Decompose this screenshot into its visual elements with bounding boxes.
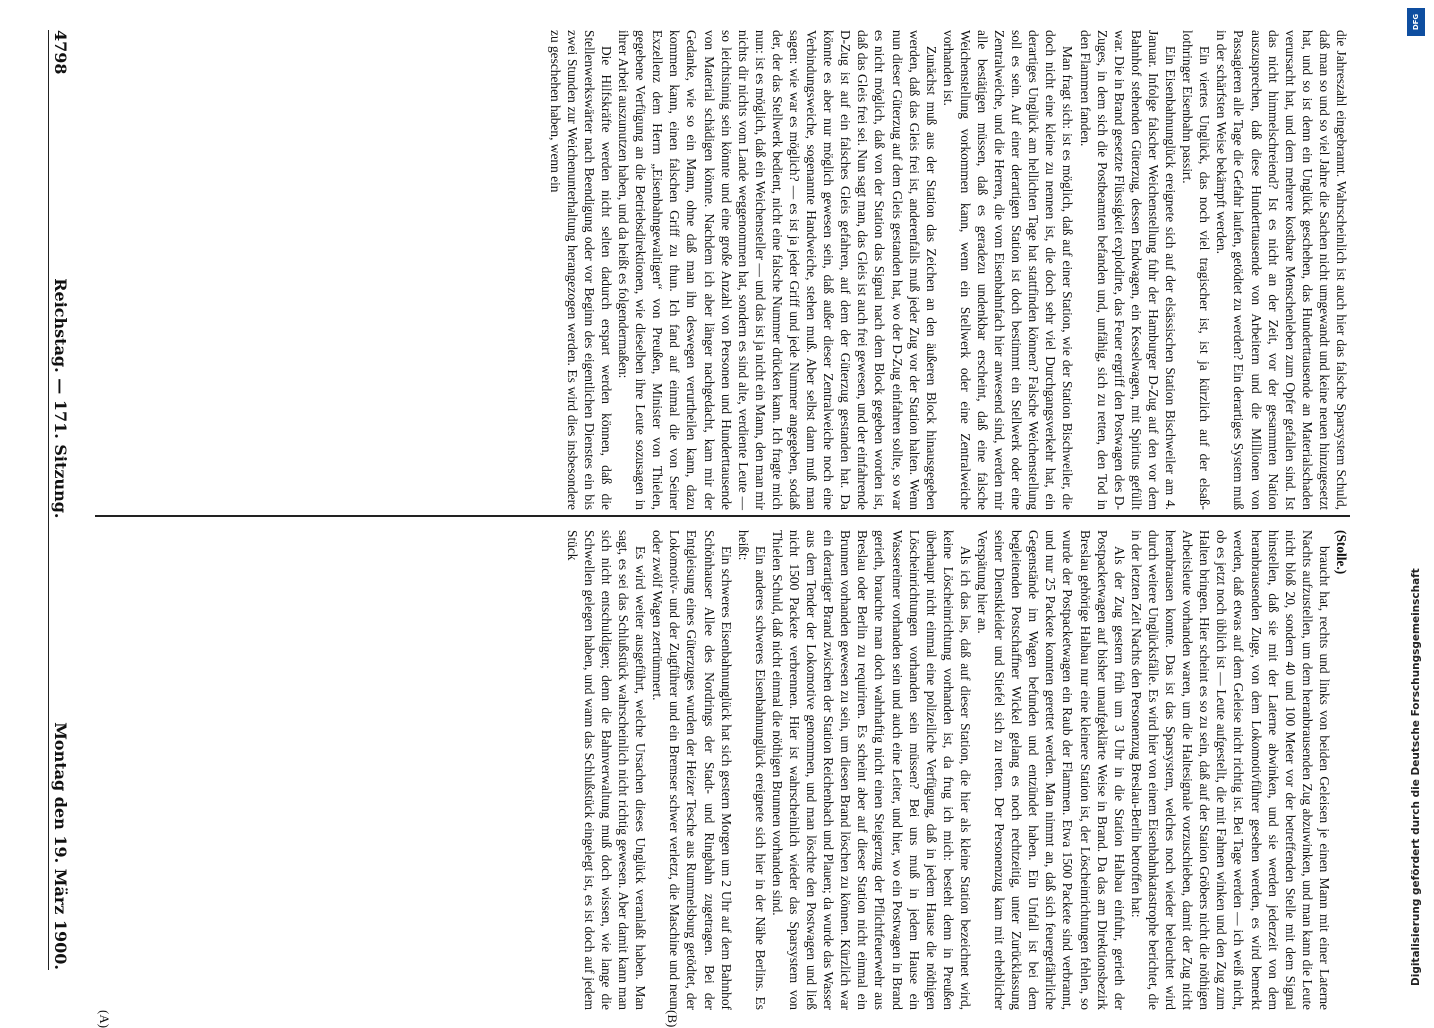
left-paragraph-3: Als ich das las, daß auf dieser Station, die hier als kleine Station bezeichnet wird, keine Löscheinrichtung vorhanden ist, da frug ich mich: besteht denn in Preußen überhaupt nicht einmal eine polizeiliche Verfügung, daß in jedem Hause die nöthigen Löscheinrichtungen vorhanden sein müssen? Bei uns muß in jedem Hause ein Wassereimer vorhanden sein und auch eine Leiter, und hier, wo ein Postwagen in Brand gerieth, brauchte man doch wahrhaftig nicht einen Steigerzug der Pflichtfeuerwehr aus Breslau oder Berlin zu requiriren. Es scheint aber auf dieser Station nicht einmal ein Brunnen vorhanden gewesen zu sein, um diesen Brand löschen zu können. Kürzlich war ein derartiger Brand zwischen der Station Reichenbach und Plauen; da wurde das Wasser aus dem Tender der Lokomotive genommen, und man löschte den Postwagen und ließ nicht 1500 Packete verbrennen. Hier ist wahrscheinlich wieder das Sparsystem von Thielen Schuld, daß nicht einmal die nöthigen Brunnen vorhanden sind. bbox=[769, 530, 973, 1010]
left-paragraph-6: Es wird weiter ausgeführt, welche Ursachen dieses Unglück veranlaßt haben. Man sagt, es sei das Schlußstück wahrscheinlich nicht richtig gewesen. Aber damit kann man sich nicht entschuldigen; denn die Bahnverwaltung muß doch wissen, wie lange die Schwellen gelegen haben, und wann das Schlußstück eingelegt ist, es ist doch auf jedem Stück bbox=[564, 530, 649, 1010]
speaker-name: (Stolle.) bbox=[1334, 530, 1349, 575]
margin-marker-a: (A) bbox=[97, 1010, 112, 1028]
session-date: Montag den 19. März 1900. bbox=[51, 722, 70, 970]
left-paragraph-4: Ein anderes schweres Eisenbahnunglück ereignete sich hier in der Nähe Berlins. Es heißt: bbox=[735, 530, 768, 1010]
margin-marker-b: (B) bbox=[665, 1010, 680, 1028]
right-paragraph-3: Ein Eisenbahnunglück ereignete sich auf der elsässischen Station Bischweiler am 4. Januar. Infolge falscher Weichenstellung fuhr der Hamburger D-Zug auf den vor dem Bahnhof stehenden Güterzug, dessen Endwagen, ein Kesselwagen, mit Spiritus gefüllt war. Die in Brand gesetzte Flüssigkeit explodirte, das Feuer ergriff den Postwagen des D-Zuges, in dem sich die Postbeamten befanden und, unfähig, sich zu retten, den Tod in den Flammen fanden. bbox=[1077, 30, 1179, 510]
session-title: Reichstag. — 171. Sitzung. bbox=[51, 278, 70, 519]
right-paragraph-4: Man fragt sich: ist es möglich, daß auf einer Station, wie der Station Bischweiler, die doch nicht eine kleine zu nennen ist, die doch sehr viel Durchgangsverkehr hat, ein derartiges Unglück am hellichten Tage hat stattfinden können? Falsche Weichenstellung soll es sein. Auf einer derartigen Station ist doch bestimmt ein Stellwerk oder eine Zentralweiche, und die Herren, die vom Eisenbahnfach hier anwesend sind, werden mir alle bestätigen müssen, daß es geradezu undenkbar erscheint, daß eine falsche Weichenstellung vorkommen kann, wenn ein Stellwerk oder eine Zentralweiche vorhanden ist. bbox=[940, 30, 1076, 510]
left-paragraph-2: Als der Zug gestern früh um 3 Uhr in die Station Halbau einfuhr, gerieth der Postpacketwagen auf bisher unaufgeklärte Weise in Brand. Da das am Direktionsbezirk Breslau gehörige Halbau nur eine kleinere Station ist, der Löscheinrichtungen fehlen, so wurde der Postpacketwagen ein Raub der Flammen. Etwa 1500 Packete sind verbrannt, und nur 25 Packete konnten gerettet werden. Man nimmt an, daß sich feuergefährliche Gegenstände im Wagen befunden und entzündet haben. Ein Unfall ist bei dem begleitenden Postschaffner Wickel gelang es noch rechtzeitig, unter Zurücklassung seiner Dienstkleider und Stiefel sich zu retten. Der Personenzug kam mit erheblicher Verspätung hier an. bbox=[975, 530, 1127, 1010]
digitization-watermark bbox=[1405, 6, 1427, 986]
dfg-logo-text: DFG bbox=[1412, 13, 1420, 31]
right-paragraph-5: Zunächst muß aus der Station das Zeichen an den äußeren Block hinausgegeben werden, daß das Gleis frei ist, anderenfalls muß jeder Zug vor der Station halten. Wenn nun dieser Güterzug auf dem Gleis gestanden hat, wo der D-Zug einfahren sollte, so war es nicht möglich, daß von der Station das Signal nach dem Block gegeben worden ist, daß das Gleis frei sei. Nun sagt man, das Gleis ist auch frei gewesen, und der einfahrende D-Zug ist auf ein falsches Gleis gefahren, auf dem der Güterzug gestanden hat. Da könnte es aber nur möglich gewesen sein, daß außer dieser Zentralweiche noch eine Verbindungsweiche, sogenannte Handweiche, stehen muß. Aber selbst dann muß man sagen: wie war es möglich? — es ist ja jeder Griff und jede Nummer angegeben, sodaß der, der das Stellwerk bedient, nicht eine falsche Nummer drücken kann. Ich fragte mich nun: ist es möglich, daß ein Weichensteller — und das ist ja nicht ein Mann, den man mir nichts dir nichts vom Lande weggenommen hat, sondern es sind alte, verdiente Leute — so leichtsinnig sein könnte und eine große Anzahl von Personen und Hunderttausende von Material schädigen könnte. Nachdem ich aber länger nachgedacht, kam mir der Gedanke, wie so ein Mann, ohne daß man ihn deswegen verurtheilen kann, dazu kommen kann, einen falschen Griff zu thun. Ich fand auf einmal die von Seiner Exzellenz dem Herrn „Eisenbahngewaltigen“ von Preußen, Minister von Thielen, gegebene Verfügung an die Betriebsdirektionen, wie dieselben ihre Leute sozusagen in ihrer Arbeit auszunutzen haben, und da heißt es folgendermaßen: bbox=[616, 30, 939, 510]
left-column bbox=[95, 530, 1350, 1010]
right-paragraph-6: Die Hilfskräfte werden nicht selten dadurch erspart werden können, daß die Stellenwerkswärter nach Beendigung oder vor Beginn des eigentlichen Dienstes ein bis zwei Stunden zur Weichenunterhaltung herangezogen werden. Es wird dies insbesondere zu geschehen haben, wenn ein bbox=[547, 30, 614, 510]
dfg-logo-icon bbox=[1407, 8, 1425, 36]
watermark-text: Digitalisierung gefördert durch die Deutsche Forschungsgemeinschaft bbox=[1410, 568, 1422, 986]
left-paragraph-1: braucht hat, rechts und links von beiden Geleisen je einen Mann mit einer Laterne Nachts aufzustellen, um dem heranbrausenden Zug abzuwinken, und man kann die Leute nicht bloß 20, sondern 40 und 100 Meter vor der betreffenden Stelle mit dem Signal hinstellen, daß sie mit der Laterne abwinken, und sie werden jederzeit von dem heranbrausenden Zuge, von dem Lokomotivführer gesehen werden, es wird bemerkt werden, daß etwas auf dem Geleise nicht richtig ist. Bei Tage werden — ich weiß nicht, ob es jetzt noch üblich ist — Leute aufgestellt, die mit Fahnen winken und den Zug zum Halten bringen. Hier scheint es so zu sein, daß auf der Station Gröbers nicht die nöthigen Arbeitsleute vorhanden waren, um die Haltesignale vorzuschieben, damit der Zug nicht heranbrausen konnte. Das ist das Sparsystem, welches noch wieder beleuchtet wird durch weitere Unglücksfälle. Es wird hier von einem Eisenbahnkatastrophe berichtet, die in der letzten Zeit Nachts den Personenzug Breslau-Berlin betroffen hat: bbox=[1128, 530, 1332, 1010]
column-divider bbox=[95, 515, 1350, 517]
right-column bbox=[95, 30, 1350, 510]
right-paragraph-1: die Jahreszahl eingebrannt. Wahrscheinlich ist auch hier das falsche Sparsystem Schuld, daß man so und so viel Jahre die Sachen nicht umgewandt und keine neuen hinzugesetzt hat, und so ist denn ein Unglück geschehen, das Hunderttausende an Materialschaden verursacht hat, und dem mehrere kostbare Menschenleben zum Opfer gefallen sind. Ist das nicht himmelschreiend? Ist es nicht an der Zeit, vor der gesammten Nation auszusprechen, daß diese Hunderttausende von Arbeitern und die Millionen von Passagieren alle Tage die Gefahr laufen, getödtet zu werden? Ein derartiges System muß in der schärfsten Weise bekämpft werden. bbox=[1214, 30, 1349, 510]
page-number: 4798 bbox=[51, 30, 70, 75]
left-paragraph-5: Ein schweres Eisenbahnunglück hat sich gestern Morgen um 2 Uhr auf dem Bahnhof Schönhauser Allee des Nordrings der Stadt- und Ringbahn zugetragen. Bei der Entgleisung eines Güterzuges wurden der Heizer Tesche aus Rummelsburg getödtet, der Lokomotiv- und der Zugführer und ein Bremser schwer verletzt, die Maschine und neun oder zwölf Wagen zertrümmert. bbox=[650, 530, 734, 1010]
page-header bbox=[48, 30, 85, 970]
right-paragraph-2: Ein viertes Unglück, das noch viel tragischer ist, ist ja kürzlich auf der elsaß-lothringer Eisenbahn passirt. bbox=[1180, 30, 1213, 510]
